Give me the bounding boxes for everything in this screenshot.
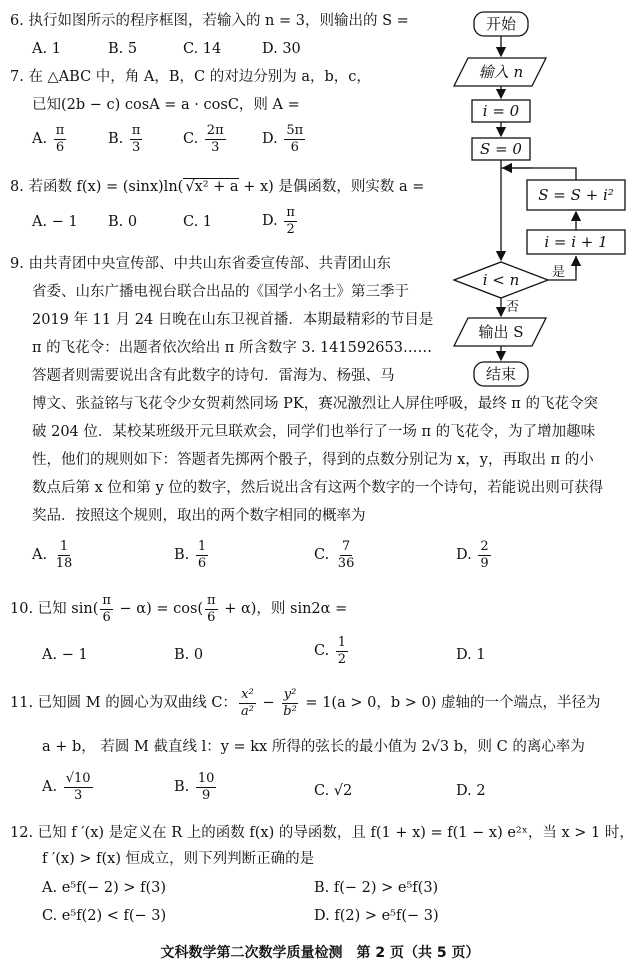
q12-line1: 12. 已知 f ′(x) 是定义在 R 上的函数 f(x) 的导函数，且 f(1 + x) = f(1 − x) e²ˣ，当 x > 1 时， [10,825,634,841]
q9-line-1: 9. 由共青团中央宣传部、中共山东省委宣传部、共青团山东 [10,256,391,272]
q10-option-c: C. $\frac{1}{2}$ [314,635,347,667]
q9-option-c: C. $\frac{7}{36}$ [314,539,355,571]
q10-option-b: B. 0 [174,647,204,663]
q12-option-a: A. e⁵f(− 2) > f(3) [42,880,167,896]
flow-output-label: 输出 S [478,323,524,341]
q10-option-a: A. − 1 [42,647,88,663]
flow-update-s-label: S = S + i² [538,186,614,204]
q8-option-c: C. 1 [183,214,213,230]
q9-line-7: 破 204 位．某校某班级开元旦联欢会，同学们也举行了一场 π 的飞花令，为了增加趣味 [32,424,596,440]
q11-option-d: D. 2 [456,783,486,799]
flow-update-i-label: i = i + 1 [544,233,608,251]
q12-line2: f ′(x) > f(x) 恒成立，则下列判断正确的是 [42,851,315,867]
q9-option-b: B. $\frac{1}{6}$ [174,539,207,571]
q12-option-c: C. e⁵f(2) < f(− 3) [42,908,167,924]
q9-line-2: 省委、山东广播电视台联合出品的《国学小名士》第三季于 [32,284,409,300]
q7-line1: 7. 在 △ABC 中，角 A，B，C 的对边分别为 a，b，c， [10,69,371,85]
q11-stem: 11. 已知圆 M 的圆心为双曲线 C： $\frac{\text{x²}}{\text{a²}}$ − $\frac{\text{y²}}{\text{b²}}$ = 1(a > 0，b > 0) 虚轴的一个端点，半径为 [10,687,601,719]
q8-option-a: A. − 1 [32,214,78,230]
q7-option-c: C. $\frac{2\pi}{3}$ [183,123,224,155]
q6-stem: 6. 执行如图所示的程序框图，若输入的 n = 3，则输出的 S = [10,13,409,29]
q9-line-10: 奖品．按照这个规则，取出的两个数字相同的概率为 [32,508,366,524]
flow-condition-label: i < n [482,271,520,289]
q10-option-d: D. 1 [456,647,486,663]
q12-option-d: D. f(2) > e⁵f(− 3) [314,908,439,924]
q7-option-d: D. $\frac{5\pi}{6}$ [262,123,304,155]
q8-stem: 8. 若函数 f(x) = (sinx)ln( √x² + a + x) 是偶函数，则实数 a = [10,179,425,195]
q9-line-3: 2019 年 11 月 24 日晚在山东卫视首播．本期最精彩的节目是 [32,312,434,328]
flow-start-label: 开始 [485,15,517,33]
q11-option-a: A. $\frac{√10}{3}$ [42,771,91,803]
q11-option-c: C. √2 [314,783,353,799]
q8-option-b: B. 0 [108,214,138,230]
q9-line-4: π 的飞花令：出题者依次给出 π 所含数字 3. 141592653…… [32,340,432,356]
q6-option-b: B. 5 [108,41,138,57]
q9-line-8: 性，他们的规则如下：答题者先掷两个骰子，得到的点数分别记为 x，y，再取出 π 的小 [32,452,594,468]
flow-init-s-label: S = 0 [480,140,522,158]
q9-line-6: 博文、张益铭与飞花令少女贺莉然同场 PK，赛况激烈让人屏住呼吸，最终 π 的飞花令突 [32,396,598,412]
q9-line-9: 数点后第 x 位和第 y 位的数字，然后说出含有这两个数字的一个诗句，若能说出则可获得 [32,480,604,496]
q12-option-b: B. f(− 2) > e⁵f(3) [314,880,439,896]
page-footer: 文科数学第二次数学质量检测 第 2 页（共 5 页） [160,945,480,961]
flow-init-i-label: i = 0 [482,102,520,120]
q7-option-b: B. $\frac{\pi}{3}$ [108,123,141,155]
q11-line2: a + b， 若圆 M 截直线 l：y = kx 所得的弦长的最小值为 2√3 b，则 C 的离心率为 [42,739,585,755]
q10-stem: 10. 已知 sin( $\frac{\pi}{6}$ − α) = cos( $\frac{\pi}{6}$ + α)，则 sin2α = [10,593,348,625]
q6-option-d: D. 30 [262,41,301,57]
q6-option-a: A. 1 [32,41,61,57]
flowchart [432,8,636,393]
flow-no-label: 否 [506,300,520,315]
flow-input-label: 输入 n [478,63,524,81]
q8-option-d: D. $\frac{\pi}{2}$ [262,205,295,237]
q7-option-a: A. $\frac{\pi}{6}$ [32,123,65,155]
flow-end-label: 结束 [485,365,517,383]
q11-option-b: B. $\frac{10}{9}$ [174,771,215,803]
q6-option-c: C. 14 [183,41,222,57]
q9-option-a: A. $\frac{1}{18}$ [32,539,73,571]
q9-option-d: D. $\frac{2}{9}$ [456,539,489,571]
q9-line-5: 答题者则需要说出含有此数字的诗句．雷海为、杨强、马 [32,368,395,384]
flow-yes-label: 是 [552,265,566,280]
q7-line2: 已知(2b − c) cosA = a · cosC，则 A = [32,97,300,113]
